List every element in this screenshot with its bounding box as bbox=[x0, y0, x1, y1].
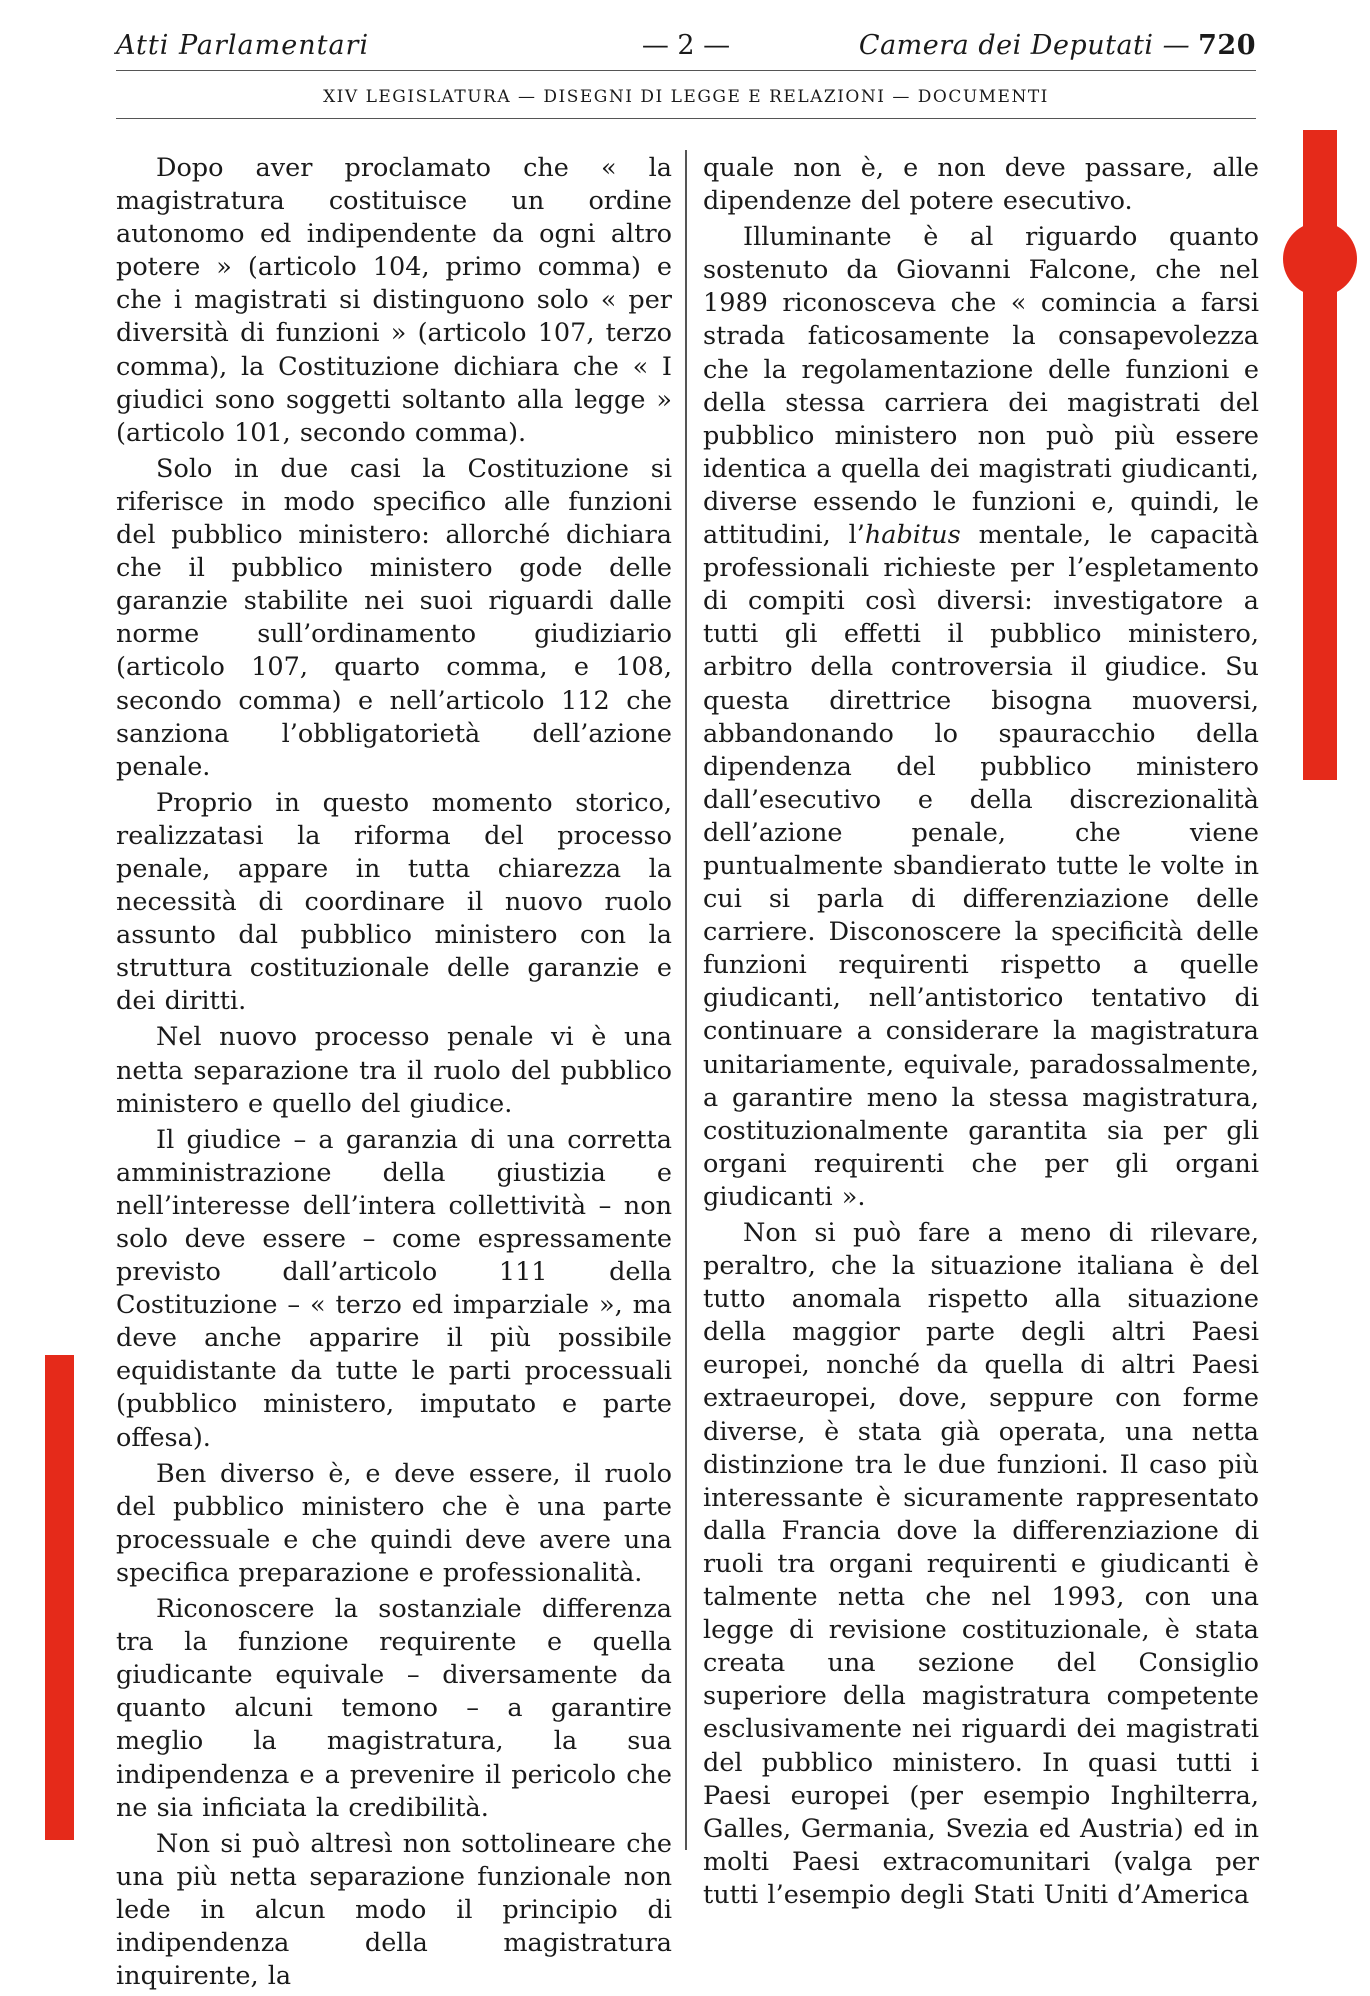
left-column bbox=[116, 152, 672, 1996]
italic-term: habitus bbox=[864, 520, 961, 551]
paragraph: Non si può altresì non sottolineare che una più netta separazione funzionale non lede in alcun modo il principio di indipendenza della magistratura inquirente, la bbox=[116, 1828, 672, 1992]
paragraph-continuation: quale non è, e non deve passare, alle dipendenze del potere esecutivo. bbox=[703, 153, 1259, 217]
paragraph-falcone-quote bbox=[703, 221, 1259, 1214]
paragraph: Dopo aver proclamato che « la magistratura costituisce un ordine autonomo ed indipendente da ogni altro potere » (articolo 104, primo comma) e che i magistrati si distinguono solo « per diversità di funzioni » (articolo 107, terzo comma), la Costituzione dichiara che « I giudici sono soggetti soltanto alla legge » (articolo 101, secondo comma). bbox=[116, 153, 672, 448]
text-run: Illuminante è al riguardo quanto sostenuto da Giovanni Falcone, che nel 1989 riconosceva che « comincia a farsi strada faticosamente la consapevolezza che la regolamentazione delle funzioni e della stessa carriera dei magistrati del pubblico ministero non può più essere identica a quella dei magistrati giudicanti, diverse essendo le funzioni e, quindi, le attitudini, l’ bbox=[703, 222, 1259, 551]
paragraph: Nel nuovo processo penale vi è una netta separazione tra il ruolo del pubblico ministero e quello del giudice. bbox=[116, 1022, 672, 1119]
paragraph: Ben diverso è, e deve essere, il ruolo del pubblico ministero che è una parte processuale e che quindi deve avere una specifica preparazione e professionalità. bbox=[116, 1458, 672, 1588]
text-run: mentale, le capacità professionali richieste per l’espletamento di compiti così diversi: investigatore a tutti gli effetti il pubblico ministero, arbitro della controversia il giudice. Su questa direttrice bisogna muoversi, abbandonando lo spauracchio della dipendenza del pubblico ministero dall’esecutivo e della discrezionalità dell’azione penale, che viene puntualmente sbandierato tutte le volte in cui si parla di differenziazione delle carriere. Disconoscere la specificità delle funzioni requirenti rispetto a quelle giudicanti, nell’antistorico tentativo di continuare a considerare la magistratura unitariamente, equivale, paradossalmente, a garantire meno la stessa magistratura, costituzionalmente garantita sia per gli organi requirenti che per gli organi giudicanti ». bbox=[703, 520, 1259, 1212]
header-rule-top bbox=[116, 70, 1256, 71]
scrollbar-thumb[interactable] bbox=[1283, 222, 1357, 296]
header-subtitle: XIV LEGISLATURA — DISEGNI DI LEGGE E RELAZIONI — DOCUMENTI bbox=[323, 87, 1049, 107]
paragraph: Riconoscere la sostanziale differenza tra la funzione requirente e quella giudicante equivale – diversamente da quanto alcuni temono – a garantire meglio la magistratura, la sua indipendenza e a prevenire il pericolo che ne sia inficiata la credibilità. bbox=[116, 1594, 672, 1823]
page-header bbox=[116, 30, 1256, 64]
paragraph: Solo in due casi la Costituzione si riferisce in modo specifico alle funzioni del pubblico ministero: allorché dichiara che il pubblico ministero gode delle garanzie stabilite nei suoi riguardi dalle norme sull’ordinamento giudiziario (articolo 107, quarto comma, e 108, secondo comma) e nell’articolo 112 che sanziona l’obbligatorietà dell’azione penale. bbox=[116, 453, 672, 782]
right-column bbox=[703, 152, 1259, 1915]
paragraph: Non si può fare a meno di rilevare, peraltro, che la situazione italiana è del tutto anomala rispetto alla situazione della maggior parte degli altri Paesi europei, nonché da quella di altri Paesi extraeuropei, dove, seppure con forme diverse, è stata già operata, una netta distinzione tra le due funzioni. Il caso più interessante è sicuramente rappresentato dalla Francia dove la differenziazione di ruoli tra organi requirenti e giudicanti è talmente netta che nel 1993, con una legge di revisione costituzionale, è stata creata una sezione del Consiglio superiore della magistratura competente esclusivamente nei riguardi dei magistrati del pubblico ministero. In quasi tutti i Paesi europei (per esempio Inghilterra, Galles, Germania, Svezia ed Austria) ed in molti Paesi extracomunitari (valga per tutti l’esempio degli Stati Uniti d’America bbox=[703, 1218, 1259, 1910]
header-chamber: Camera dei Deputati — bbox=[858, 30, 1191, 61]
header-rule-bottom bbox=[116, 118, 1256, 119]
column-divider bbox=[685, 150, 687, 1850]
document-number: 720 bbox=[1198, 30, 1256, 61]
header-right bbox=[859, 30, 1256, 61]
margin-highlight-bar bbox=[45, 1355, 74, 1840]
header-left: Atti Parlamentari bbox=[116, 30, 370, 61]
page-indicator: — 2 — bbox=[641, 30, 731, 61]
paragraph: Il giudice – a garanzia di una corretta amministrazione della giustizia e nell’interesse dell’intera collettività – non solo deve essere – come espressamente previsto dall’articolo 111 della Costituzione – « terzo ed imparziale », ma deve anche apparire il più possibile equidistante da tutte le parti processuali (pubblico ministero, imputato e parte offesa). bbox=[116, 1124, 672, 1453]
paragraph: Proprio in questo momento storico, realizzatasi la riforma del processo penale, appare in tutta chiarezza la necessità di coordinare il nuovo ruolo assunto dal pubblico ministero con la struttura costituzionale delle garanzie e dei diritti. bbox=[116, 787, 672, 1017]
